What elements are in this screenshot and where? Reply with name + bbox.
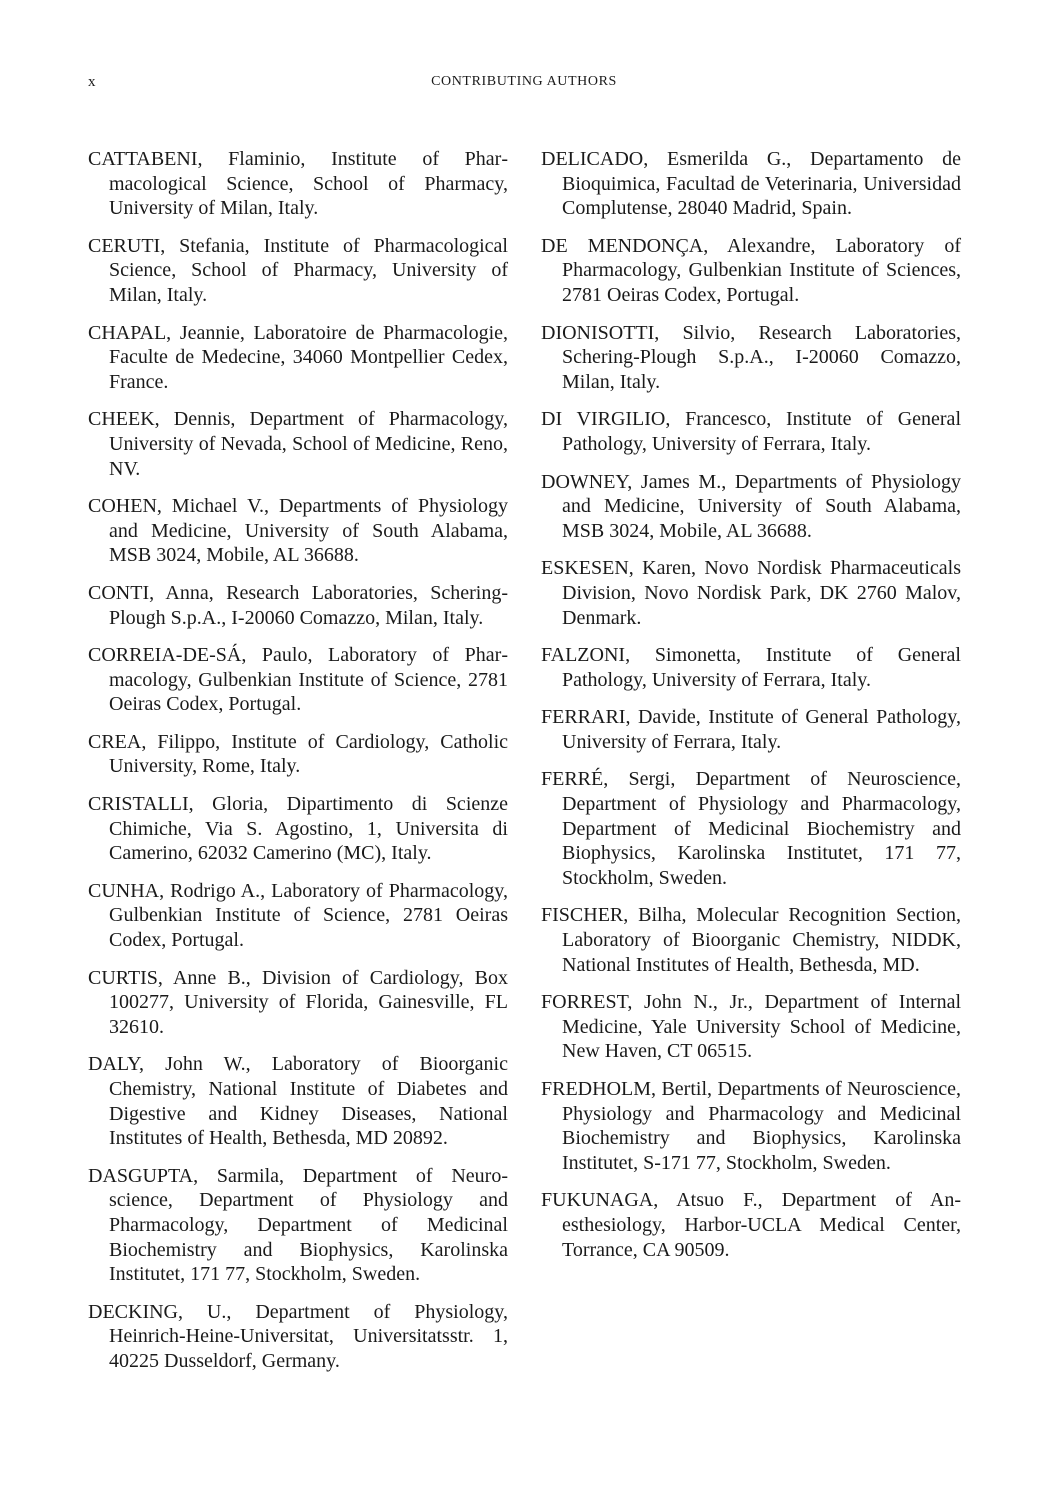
author-entry: CERUTI, Stefania, Institute of Pharmacological Science, School of Pharmacy, University of Milan, Italy. [88,234,508,306]
author-entry: CONTI, Anna, Research Laboratories, Schering-Plough S.p.A., I-20060 Comazzo, Milan, Italy. [88,581,508,629]
author-entry: CHAPAL, Jeannie, Laboratoire de Pharmacologie, Faculte de Medecine, 34060 Montpellier Cedex, France. [88,321,508,393]
author-entry: FORREST, John N., Jr., Department of Internal Medicine, Yale University School of Medicine, New Haven, CT 06515. [541,991,961,1063]
author-entry: DIONISOTTI, Silvio, Research Laboratories, Schering-Plough S.p.A., I-20060 Comazzo, Milan, Italy. [541,321,961,393]
author-entry: CHEEK, Dennis, Department of Pharmacology, University of Nevada, School of Medicine, Reno, NV. [88,408,508,480]
author-column-right [541,147,961,1275]
page-number: x [88,74,96,90]
author-entry: DI VIRGILIO, Francesco, Institute of General Pathology, University of Ferrara, Italy. [541,408,961,455]
author-entry: CURTIS, Anne B., Division of Cardiology, Box 100277, University of Florida, Gainesville, FL 32610. [88,966,508,1038]
author-entry: CREA, Filippo, Institute of Cardiology, Catholic University, Rome, Italy. [88,730,508,778]
author-entry: CUNHA, Rodrigo A., Laboratory of Pharmacology, Gulbenkian Institute of Science, 2781 Oeiras Codex, Portugal. [88,879,508,952]
author-entry: DOWNEY, James M., Departments of Physiology and Medicine, University of South Alabama, MSB 3024, Mobile, AL 36688. [541,470,961,542]
author-entry: CRISTALLI, Gloria, Dipartimento di Scienze Chimiche, Via S. Agostino, 1, Universita di Camerino, 62032 Camerino (MC), Italy. [88,793,508,865]
author-entry: DELICADO, Esmerilda G., Departamento de Bioquimica, Facultad de Veterinaria, Universidad Complutense, 28040 Madrid, Spain. [541,148,961,220]
author-entry: COHEN, Michael V., Departments of Physiology and Medicine, University of South Alabama, MSB 3024, Mobile, AL 36688. [88,495,508,567]
section-title: CONTRIBUTING AUTHORS [431,74,617,89]
author-entry: DECKING, U., Department of Physiology, Heinrich-Heine-Universitat, Universitatsstr. 1, 40225 Dusseldorf, Germany. [88,1300,508,1372]
author-entry: ESKESEN, Karen, Novo Nordisk Pharmaceuticals Division, Novo Nordisk Park, DK 2760 Malov, Denmark. [541,557,961,629]
author-entry: FERRARI, Davide, Institute of General Pathology, University of Ferrara, Italy. [541,706,961,753]
author-entry: DALY, John W., Laboratory of Bioorganic Chemistry, National Institute of Diabetes and Digestive and Kidney Diseases, National Institutes of Health, Bethesda, MD 20892. [88,1053,508,1150]
author-entry: CORREIA-DE-SÁ, Paulo, Laboratory of Pharmacology, Gulbenkian Institute of Science, 2781 Oeiras Codex, Portugal. [88,644,508,716]
author-entry: FERRÉ, Sergi, Department of Neuroscience, Department of Physiology and Pharmacology, Department of Medicinal Biochemistry and Biophysics, Karolinska Institutet, 171 77, Stockholm, Sweden. [541,768,961,889]
author-entry: FALZONI, Simonetta, Institute of General Pathology, University of Ferrara, Italy. [541,644,961,691]
running-head [88,74,960,96]
author-entry: FUKUNAGA, Atsuo F., Department of Anesthesiology, Harbor-UCLA Medical Center, Torrance, CA 90509. [541,1189,961,1261]
author-entry: DASGUPTA, Sarmila, Department of Neuroscience, Department of Physiology and Pharmacology, Department of Medicinal Biochemistry and Biophysics, Karolinska Institutet, 171 77, Stockholm, Sweden. [88,1164,508,1286]
author-entry: FREDHOLM, Bertil, Departments of Neuroscience, Physiology and Pharmacology and Medicinal Biochemistry and Biophysics, Karolinska Institutet, S-171 77, Stockholm, Sweden. [541,1078,961,1174]
author-entry: DE MENDONÇA, Alexandre, Laboratory of Pharmacology, Gulbenkian Institute of Sciences, 2781 Oeiras Codex, Portugal. [541,234,961,306]
author-column-left [88,147,508,1387]
author-entry: FISCHER, Bilha, Molecular Recognition Section, Laboratory of Bioorganic Chemistry, NIDDK, National Institutes of Health, Bethesda, MD. [541,904,961,976]
author-entry: CATTABENI, Flaminio, Institute of Pharmacological Science, School of Pharmacy, University of Milan, Italy. [88,148,508,220]
